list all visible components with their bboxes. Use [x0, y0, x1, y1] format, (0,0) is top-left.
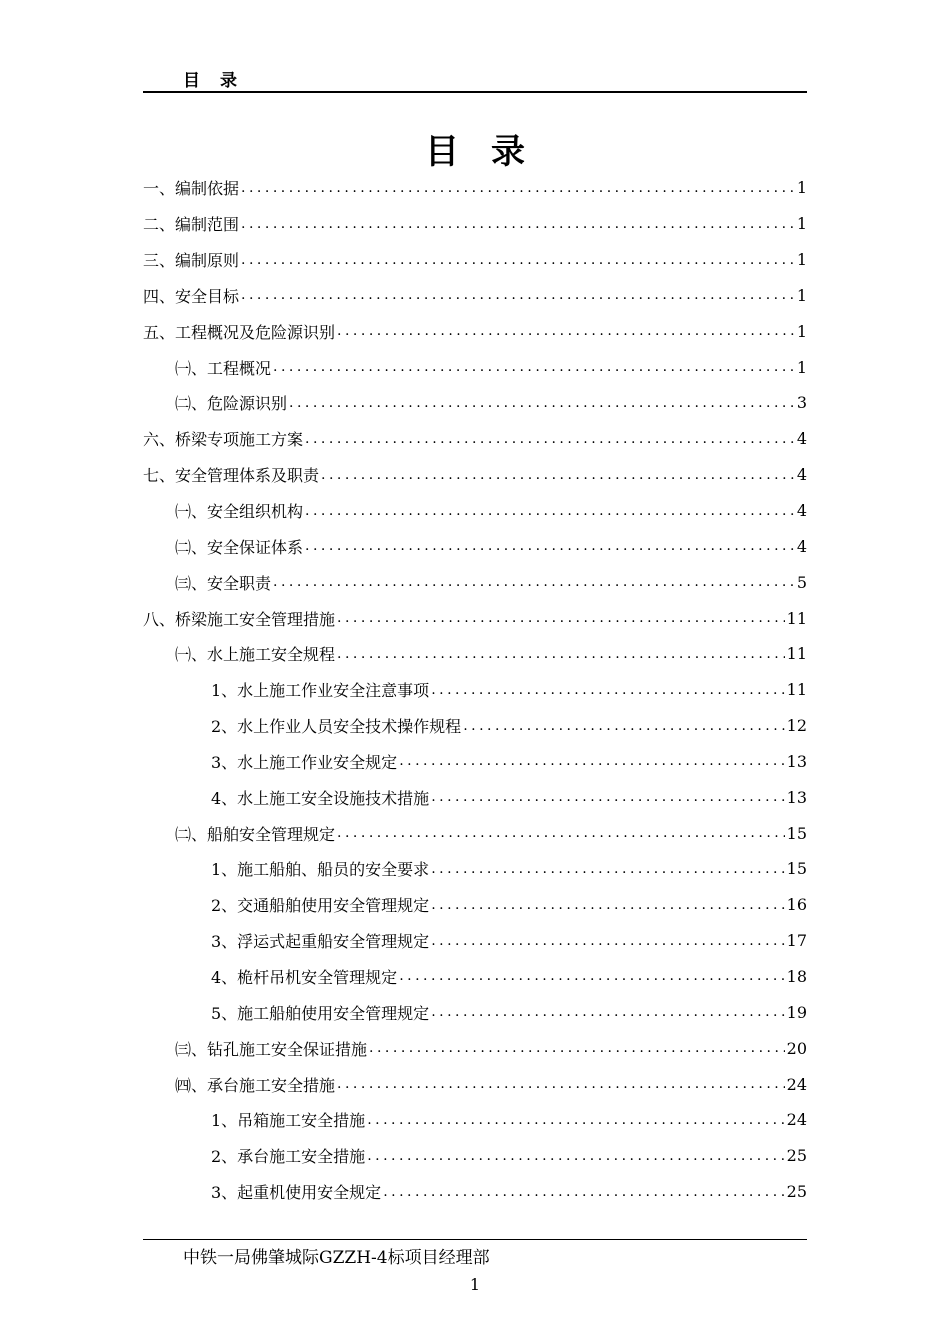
- toc-entry[interactable]: [143, 528, 807, 564]
- toc-entry-label: 2、承台施工安全措施: [211, 1147, 366, 1167]
- toc-entry-label: 3、起重机使用安全规定: [211, 1183, 382, 1203]
- table-of-contents: [143, 170, 807, 1209]
- toc-entry-label: 1、施工船舶、船员的安全要求: [211, 860, 430, 880]
- toc-entry-page: 4: [796, 536, 807, 556]
- toc-dot-leader: [241, 180, 795, 196]
- footer-organization: 中铁一局佛肇城际GZZH-4标项目经理部: [183, 1248, 490, 1268]
- toc-dot-leader: [337, 610, 785, 626]
- toc-entry-label: 3、水上施工作业安全规定: [211, 752, 398, 772]
- toc-dot-leader: [241, 287, 795, 303]
- page-title: 目录: [425, 132, 557, 172]
- toc-entry[interactable]: [143, 887, 807, 923]
- toc-entry[interactable]: [143, 242, 807, 278]
- toc-entry-page: 13: [786, 787, 807, 807]
- toc-entry-page: 18: [786, 966, 807, 986]
- toc-entry-label: 三、编制原则: [143, 251, 240, 271]
- toc-entry-label: ㈠、水上施工安全规程: [175, 645, 336, 665]
- toc-dot-leader: [337, 323, 795, 339]
- toc-entry[interactable]: [143, 600, 807, 636]
- toc-entry-page: 1: [796, 178, 807, 198]
- toc-entry-label: ㈠、安全组织机构: [175, 502, 304, 522]
- toc-entry-label: 1、吊箱施工安全措施: [211, 1111, 366, 1131]
- toc-entry[interactable]: [143, 923, 807, 959]
- toc-entry-page: 24: [786, 1074, 807, 1094]
- toc-entry-page: 1: [796, 214, 807, 234]
- toc-entry-label: 1、水上施工作业安全注意事项: [211, 681, 430, 701]
- toc-entry-page: 4: [796, 429, 807, 449]
- toc-entry-page: 17: [786, 931, 807, 951]
- toc-entry[interactable]: [143, 457, 807, 493]
- footer-divider: [143, 1239, 807, 1240]
- toc-entry-label: 4、桅杆吊机安全管理规定: [211, 967, 398, 987]
- toc-entry[interactable]: [143, 1138, 807, 1174]
- toc-entry[interactable]: [143, 708, 807, 744]
- toc-entry-label: 3、浮运式起重船安全管理规定: [211, 932, 430, 952]
- toc-entry[interactable]: [143, 564, 807, 600]
- toc-entry-label: 2、交通船舶使用安全管理规定: [211, 896, 430, 916]
- toc-entry-page: 12: [786, 716, 807, 736]
- toc-entry-page: 13: [786, 751, 807, 771]
- toc-dot-leader: [273, 359, 795, 375]
- header-title: 目录: [183, 71, 257, 91]
- toc-entry-label: 五、工程概况及危险源识别: [143, 322, 336, 342]
- toc-dot-leader: [305, 431, 795, 447]
- toc-entry[interactable]: [143, 959, 807, 995]
- toc-entry[interactable]: [143, 1102, 807, 1138]
- toc-entry[interactable]: [143, 636, 807, 672]
- toc-entry-page: 1: [796, 285, 807, 305]
- toc-entry-page: 4: [796, 465, 807, 485]
- toc-entry-label: ㈢、安全职责: [175, 573, 272, 593]
- toc-entry[interactable]: [143, 851, 807, 887]
- toc-dot-leader: [367, 1148, 784, 1164]
- toc-dot-leader: [337, 646, 785, 662]
- toc-entry-label: ㈣、承台施工安全措施: [175, 1075, 336, 1095]
- toc-dot-leader: [273, 574, 795, 590]
- toc-entry[interactable]: [143, 1030, 807, 1066]
- toc-dot-leader: [431, 861, 784, 877]
- toc-entry[interactable]: [143, 313, 807, 349]
- toc-entry-page: 15: [786, 859, 807, 879]
- header-divider: [143, 91, 807, 93]
- toc-entry-page: 25: [786, 1182, 807, 1202]
- toc-dot-leader: [337, 825, 785, 841]
- toc-dot-leader: [431, 789, 784, 805]
- toc-entry-label: ㈡、危险源识别: [175, 394, 288, 414]
- toc-entry[interactable]: [143, 815, 807, 851]
- toc-dot-leader: [337, 1076, 785, 1092]
- page-number: 1: [469, 1275, 481, 1294]
- toc-dot-leader: [241, 252, 795, 268]
- toc-entry-page: 15: [786, 823, 807, 843]
- toc-entry[interactable]: [143, 1066, 807, 1102]
- toc-entry-label: 四、安全目标: [143, 286, 240, 306]
- toc-entry-page: 11: [786, 680, 807, 700]
- toc-entry-page: 5: [796, 572, 807, 592]
- toc-entry-label: ㈡、安全保证体系: [175, 537, 304, 557]
- toc-dot-leader: [431, 933, 784, 949]
- toc-entry[interactable]: [143, 349, 807, 385]
- toc-dot-leader: [383, 1184, 784, 1200]
- toc-entry-label: ㈡、船舶安全管理规定: [175, 824, 336, 844]
- toc-entry[interactable]: [143, 493, 807, 529]
- toc-dot-leader: [463, 718, 784, 734]
- toc-dot-leader: [431, 682, 784, 698]
- toc-entry-label: 七、安全管理体系及职责: [143, 466, 320, 486]
- toc-dot-leader: [367, 1112, 784, 1128]
- toc-dot-leader: [289, 395, 795, 411]
- toc-entry-page: 24: [786, 1110, 807, 1130]
- toc-entry-page: 11: [786, 644, 807, 664]
- toc-entry-page: 4: [796, 501, 807, 521]
- toc-entry-label: 5、施工船舶使用安全管理规定: [211, 1003, 430, 1023]
- toc-entry[interactable]: [143, 206, 807, 242]
- toc-entry-page: 1: [796, 250, 807, 270]
- toc-dot-leader: [321, 467, 795, 483]
- toc-entry-page: 11: [786, 608, 807, 628]
- toc-dot-leader: [399, 753, 784, 769]
- toc-entry[interactable]: [143, 385, 807, 421]
- toc-entry[interactable]: [143, 672, 807, 708]
- toc-entry-page: 19: [786, 1002, 807, 1022]
- toc-entry-page: 20: [786, 1038, 807, 1058]
- toc-entry[interactable]: [143, 1174, 807, 1210]
- toc-dot-leader: [431, 897, 784, 913]
- toc-entry-label: 八、桥梁施工安全管理措施: [143, 609, 336, 629]
- toc-entry[interactable]: [143, 994, 807, 1030]
- toc-entry-label: 六、桥梁专项施工方案: [143, 430, 304, 450]
- toc-entry[interactable]: [143, 779, 807, 815]
- toc-entry-label: 4、水上施工安全设施技术措施: [211, 788, 430, 808]
- toc-dot-leader: [431, 1004, 784, 1020]
- toc-dot-leader: [399, 968, 784, 984]
- toc-entry-page: 1: [796, 321, 807, 341]
- toc-entry[interactable]: [143, 744, 807, 780]
- toc-entry-label: 2、水上作业人员安全技术操作规程: [211, 717, 462, 737]
- toc-dot-leader: [305, 538, 795, 554]
- toc-entry[interactable]: [143, 170, 807, 206]
- toc-entry-label: 二、编制范围: [143, 215, 240, 235]
- toc-entry-page: 1: [796, 357, 807, 377]
- toc-entry[interactable]: [143, 421, 807, 457]
- toc-entry-label: 一、编制依据: [143, 179, 240, 199]
- toc-entry[interactable]: [143, 278, 807, 314]
- toc-entry-label: ㈢、钻孔施工安全保证措施: [175, 1039, 368, 1059]
- toc-entry-page: 25: [786, 1146, 807, 1166]
- toc-entry-page: 3: [796, 393, 807, 413]
- toc-entry-page: 16: [786, 895, 807, 915]
- toc-dot-leader: [241, 216, 795, 232]
- toc-entry-label: ㈠、工程概况: [175, 358, 272, 378]
- toc-dot-leader: [369, 1040, 785, 1056]
- toc-dot-leader: [305, 503, 795, 519]
